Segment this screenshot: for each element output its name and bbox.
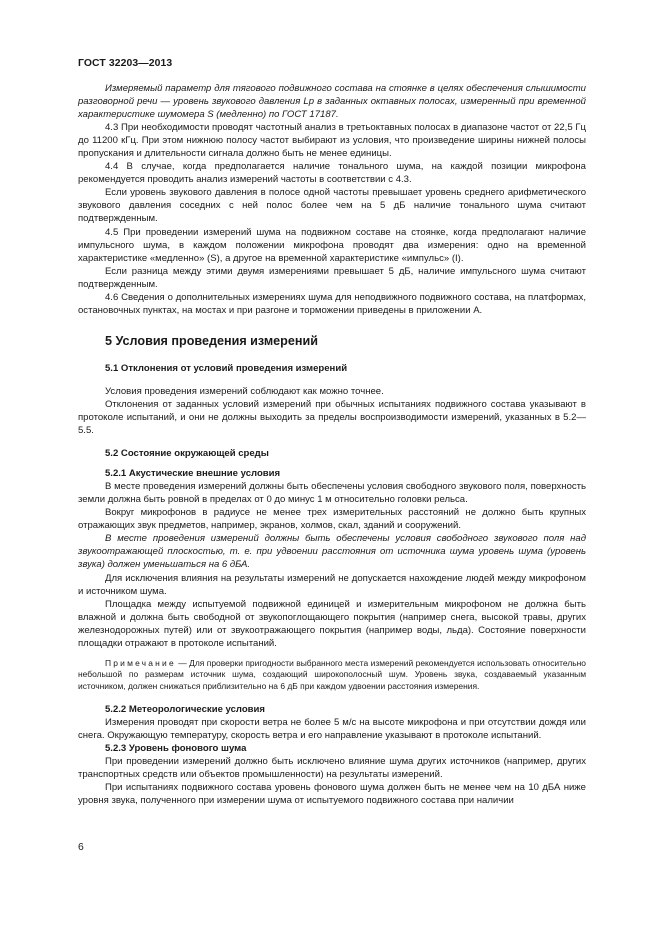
subsection-heading-5-2: 5.2 Состояние окружающей среды (105, 448, 269, 460)
note-text: — Для проверки пригодности выбранного места измерений рекомендуется использовать относительно небольшой по размерам источник шума, создающий широкополосный шум. Уровень звука, создаваемый указанным источником, должен снижаться приблизительно на 6 дБ при каждом удвоении расстояния измерения. (78, 657, 586, 692)
document-body (78, 82, 586, 807)
subsection-heading-5-1: 5.1 Отклонения от условий проведения измерений (105, 362, 348, 374)
paragraph-4-4: 4.4 В случае, когда предполагается наличие тонального шума, на каждой позиции микрофона рекомендуется проводить анализ измерений частоты в соответствии с 4.3. (78, 161, 586, 186)
note (78, 658, 586, 693)
paragraph: Для исключения влияния на результаты измерений не допускается нахождение людей между микрофоном и источником шума. (78, 572, 586, 597)
paragraph: В месте проведения измерений должны быть обеспечены условия свободного звукового поля над звукоотражающей плоскостью, т. е. при удвоении расстояния от источника шума уровень шума (уровень звука) должен уменьшаться на 6 дБА. (78, 533, 586, 571)
paragraph: Вокруг микрофонов в радиусе не менее трех измерительных расстояний не должно быть крупных отражающих звук предметов, например, экранов, холмов, скал, зданий и сооружений. (78, 507, 586, 532)
paragraph-4-5: 4.5 При проведении измерений шума на подвижном составе на стоянке, когда предполагают наличие импульсного шума, в каждом положении микрофона проводят два измерения: одно на временной характеристике «медленно» (S), а другое на временной характеристике «импульс» (I). (78, 226, 586, 264)
subsection-heading-5-2-3: 5.2.3 Уровень фонового шума (105, 743, 247, 755)
paragraph-4-3: 4.3 При необходимости проводят частотный анализ в третьоктавных полосах в диапазоне частот от 22,5 Гц до 11200 кГц. При этом нижнюю полосу частот выбирают из условия, что произведение ширины нижней полосы пропускания и длительности сигнала должно быть не менее единицы. (78, 122, 586, 160)
paragraph-4-6: 4.6 Сведения о дополнительных измерениях шума для неподвижного подвижного состава, на платформах, остановочных пунктах, на мостах и при разгоне и торможении приведены в приложении А. (78, 291, 586, 316)
paragraph: При проведении измерений должно быть исключено влияние шума других источников (например, других транспортных средств или объектов промышленности) на результаты измерений. (78, 756, 586, 781)
paragraph: Площадка между испытуемой подвижной единицей и измерительным микрофоном не должна быть влажной и должна быть свободной от звукопоглощающего покрытия (например снега, высокой травы, других железнодорожных путей) или от звукоотражающего покрытия (например воды, льда). Состояние поверхности площадки отражают в протоколе испытаний. (78, 598, 586, 649)
document-header: ГОСТ 32203—2013 (78, 58, 173, 69)
paragraph: Измеряемый параметр для тягового подвижного состава на стоянке в целях обеспечения слышимости разговорной речи — уровень звукового давления Lp в заданных октавных полосах, измеренный при временной характеристике шумомера S (медленно) по ГОСТ 17187. (78, 83, 586, 121)
paragraph: Если уровень звукового давления в полосе одной частоты превышает уровень среднего арифметического звукового давления соседних с ней полос более чем на 5 дБ наличие тонального шума считают подтвержденным. (78, 187, 586, 225)
paragraph: Измерения проводят при скорости ветра не более 5 м/с на высоте микрофона и при отсутствии дождя или снега. Окружающую температуру, скорость ветра и его направление указывают в протоколе испытаний. (78, 716, 586, 741)
paragraph: В месте проведения измерений должны быть обеспечены условия свободного звукового поля, поверхность земли должна быть ровной в пределах от 0 до минус 1 м относительно головки рельса. (78, 481, 586, 506)
note-label: Примечание (105, 657, 176, 668)
subsection-heading-5-2-1: 5.2.1 Акустические внешние условия (105, 468, 281, 480)
subsection-heading-5-2-2: 5.2.2 Метеорологические условия (105, 703, 265, 715)
page-number: 6 (78, 842, 84, 853)
paragraph: Если разница между этими двумя измерениями превышает 5 дБ, наличие импульсного шума считают подтвержденным. (78, 265, 586, 290)
paragraph: Условия проведения измерений соблюдают как можно точнее. (105, 385, 384, 397)
paragraph: Отклонения от заданных условий измерений при обычных испытаниях подвижного состава указывают в протоколе испытаний, и они не должны выходить за пределы воспроизводимости измерений, указанных в 5.2—5.5. (78, 398, 586, 437)
section-heading-5: 5 Условия проведения измерений (105, 333, 318, 348)
paragraph: При испытаниях подвижного состава уровень фонового шума должен быть не менее чем на 10 дБА ниже уровня звука, полученного при измерении шума от испытуемого подвижного состава при наличии (78, 782, 586, 807)
